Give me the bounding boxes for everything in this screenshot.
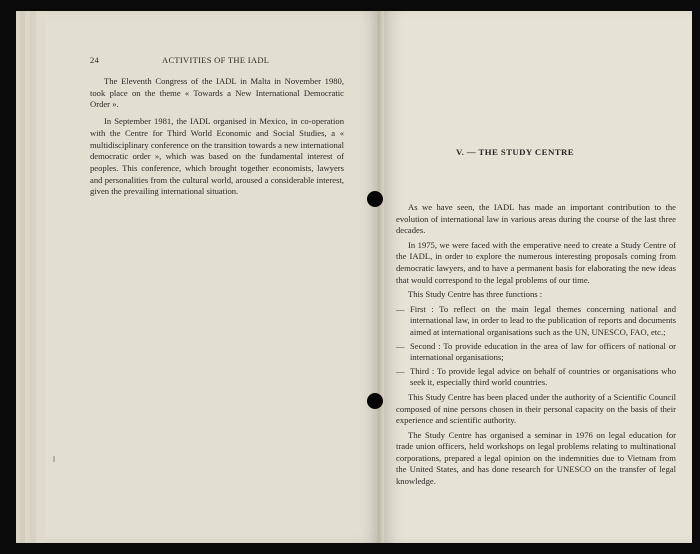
running-header: ACTIVITIES OF THE IADL — [162, 55, 270, 65]
punch-hole — [367, 393, 383, 409]
paragraph: This Study Centre has three functions : — [408, 289, 543, 300]
list-item-text: First : To reflect on the main legal themes concerning national and international law, in order to lead to the publication of reports and documents aimed at international organisations such as the UN, UNESCO, FAO, etc.; — [410, 303, 676, 337]
paragraph: In September 1981, the IADL organised in Mexico, in co-operation with the Centre for Third World Economic and Social Studies, a « multidisciplinary conference on the transition towards a new international democratic order », which was based on the fundamental interest of peoples. This conference, which brought together economists, lawyers and personalities from the cultural world, aroused a considerable interest, given the prevailing international situation. — [90, 116, 344, 197]
list-item — [396, 341, 676, 364]
section-title: V. — THE STUDY CENTRE — [456, 147, 574, 157]
right-page-body — [396, 202, 676, 491]
book-gutter — [378, 11, 384, 543]
list-item-text: Second : To provide education in the area of law for officers of national or international organisations; — [410, 340, 676, 363]
paper-mark — [53, 456, 55, 462]
list-marker: — — [396, 303, 405, 314]
paragraph: The Eleventh Congress of the IADL in Malta in November 1980, took place on the theme « Towards a New International Democratic Order ». — [90, 76, 344, 110]
paragraph: As we have seen, the IADL has made an important contribution to the evolution of international law in various areas during the course of the last three decades. — [396, 202, 676, 236]
list-marker: — — [396, 340, 405, 351]
paragraph: In 1975, we were faced with the emperative need to create a Study Centre of the IADL, in order to explore the numerous interesting proposals coming from democratic lawyers, and to have a permanent basis for elaborating the new ideas that would correspond to the legal problems of our time. — [396, 239, 676, 285]
paragraph: The Study Centre has organised a seminar in 1976 on legal education for trade union officers, held workshops on legal problems relating to multinational corporations, prepared a legal opinion on the indemnities due to Vietnam from the United States, and has done research for UNESCO on the transfer of legal knowledge. — [396, 429, 676, 487]
paragraph: This Study Centre has been placed under the authority of a Scientific Council composed of nine persons chosen in their personal capacity on the basis of their experience and scientific authority. — [396, 391, 676, 426]
list-item — [396, 304, 676, 339]
list-item — [396, 366, 676, 389]
list-marker: — — [396, 365, 405, 376]
list-item-text: Third : To provide legal advice on behalf of countries or organisations who seek it, especially third world countries. — [410, 365, 676, 388]
page-number: 24 — [90, 55, 100, 65]
left-page-body — [90, 76, 344, 203]
functions-list — [396, 304, 676, 389]
punch-hole — [367, 191, 383, 207]
